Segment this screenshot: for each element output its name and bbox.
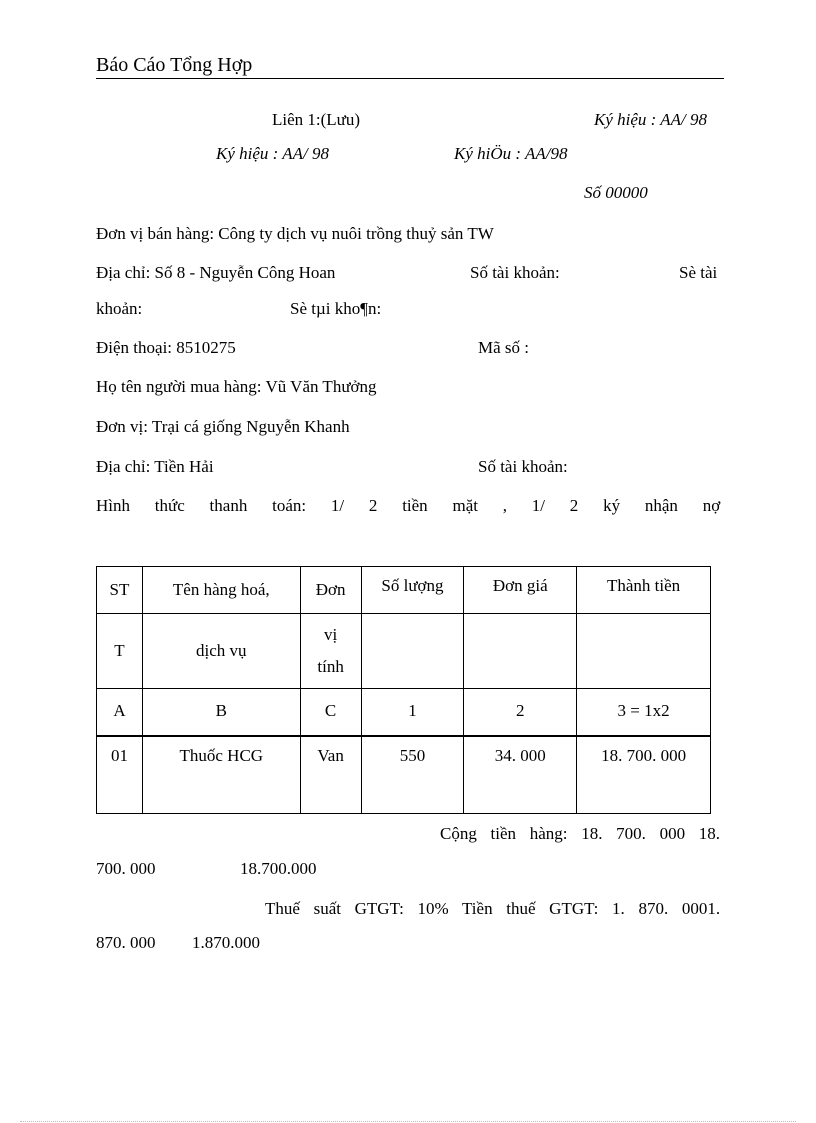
payment-word: ký — [603, 496, 621, 515]
payment-word: , — [502, 496, 507, 515]
payment-word: Hình — [96, 496, 130, 515]
header-cell-empty — [464, 614, 577, 689]
goods-total-cont: 700. 000 — [96, 859, 156, 878]
vat-word: 0001. — [681, 899, 721, 918]
invoice-symbol-mid: Ký hiÖu : AA/98 — [454, 144, 568, 163]
payment-word: 1/ — [531, 496, 546, 515]
header-cell-empty — [577, 614, 711, 689]
vat-word: suất — [313, 899, 341, 918]
page-bottom-border — [20, 1121, 796, 1122]
invoice-copy-label: Liên 1:(Lưu) — [272, 110, 361, 129]
index-cell: 3 = 1x2 — [577, 689, 711, 736]
header-unit-line-2: tính — [317, 657, 344, 676]
row-stt: 01 — [97, 736, 143, 814]
seller-unit: Đơn vị bán hàng: Công ty dịch vụ nuôi trồng thuỷ sản TW — [96, 224, 494, 243]
vat-word: Tiền — [462, 899, 493, 918]
table-index-row — [97, 689, 711, 736]
table-row — [97, 736, 711, 814]
goods-total-word: 18. — [581, 824, 603, 843]
index-cell: B — [142, 689, 300, 736]
payment-word: nhận — [644, 496, 678, 515]
payment-word: 2 — [569, 496, 579, 515]
buyer-name: Họ tên người mua hàng: Vũ Văn Thưởng — [96, 377, 377, 396]
buyer-address: Địa chỉ: Tiền Hải — [96, 457, 214, 476]
vat-word: 870. — [638, 899, 669, 918]
buyer-account-label: Số tài khoản: — [478, 457, 568, 476]
invoice-symbol-left: Ký hiệu : AA/ 98 — [216, 144, 329, 163]
page-header-title: Báo Cáo Tổng Hợp — [96, 54, 253, 76]
vat-word: GTGT: — [549, 899, 599, 918]
vat-word: GTGT: — [354, 899, 404, 918]
seller-tax-code: Mã số : — [478, 338, 529, 357]
vat-word: thuế — [506, 899, 536, 918]
invoice-symbol-right: Ký hiệu : AA/ 98 — [594, 110, 707, 129]
header-cell-amount: Thành tiền — [577, 567, 711, 614]
payment-word: mặt — [452, 496, 478, 515]
payment-word: tiền — [402, 496, 428, 515]
index-cell: 2 — [464, 689, 577, 736]
goods-total-word: 700. — [616, 824, 646, 843]
header-cell-empty — [361, 614, 464, 689]
seller-account-garbled-2: Sè tµi kho¶n: — [290, 299, 382, 318]
seller-account-label: Số tài khoản: — [470, 263, 560, 282]
goods-total-word: hàng: — [529, 824, 568, 843]
invoice-number: Số 00000 — [584, 183, 648, 202]
header-cell-name: Tên hàng hoá, — [142, 567, 300, 614]
payment-word: thanh — [209, 496, 248, 515]
vat-value: 1.870.000 — [192, 933, 260, 952]
payment-word: nợ — [702, 496, 721, 515]
header-rule — [96, 78, 724, 79]
row-amount: 18. 700. 000 — [577, 736, 711, 814]
goods-total-word: 000 — [659, 824, 686, 843]
goods-total-word: Cộng — [440, 824, 477, 843]
header-cell-price: Đơn giá — [464, 567, 577, 614]
vat-cont: 870. 000 — [96, 933, 156, 952]
vat-word: 10% — [417, 899, 449, 918]
invoice-table — [96, 566, 711, 814]
goods-total-value: 18.700.000 — [240, 859, 317, 878]
header-cell-unit-cont — [300, 614, 361, 689]
header-cell-stt: ST — [97, 567, 143, 614]
index-cell: A — [97, 689, 143, 736]
row-unit-price: 34. 000 — [464, 736, 577, 814]
row-quantity: 550 — [361, 736, 464, 814]
seller-address: Địa chỉ: Số 8 - Nguyễn Công Hoan — [96, 263, 336, 282]
table-header-row-2 — [97, 614, 711, 689]
payment-word: 2 — [368, 496, 378, 515]
header-cell-unit: Đơn — [300, 567, 361, 614]
row-item-name: Thuốc HCG — [142, 736, 300, 814]
header-unit-line-1: vị — [323, 625, 338, 644]
header-cell-name-cont: dịch vụ — [142, 614, 300, 689]
row-unit: Van — [300, 736, 361, 814]
seller-account-garbled-1: Sè tài — [679, 263, 718, 282]
payment-word: 1/ — [330, 496, 345, 515]
goods-total-word: 18. — [698, 824, 720, 843]
goods-total-line — [440, 825, 720, 842]
payment-word: toán: — [272, 496, 307, 515]
seller-account-label-cont: khoản: — [96, 299, 143, 318]
index-cell: 1 — [361, 689, 464, 736]
vat-word: 1. — [612, 899, 625, 918]
payment-word: thức — [154, 496, 185, 515]
vat-line — [265, 900, 720, 917]
index-cell: C — [300, 689, 361, 736]
table-header-row — [97, 567, 711, 614]
goods-total-word: tiền — [490, 824, 517, 843]
seller-phone: Điện thoại: 8510275 — [96, 338, 236, 357]
header-cell-qty: Số lượng — [361, 567, 464, 614]
buyer-unit: Đơn vị: Trại cá giống Nguyễn Khanh — [96, 417, 350, 436]
vat-word: Thuế — [265, 899, 300, 918]
header-cell-stt-cont: T — [97, 614, 143, 689]
payment-method-line — [96, 497, 720, 514]
